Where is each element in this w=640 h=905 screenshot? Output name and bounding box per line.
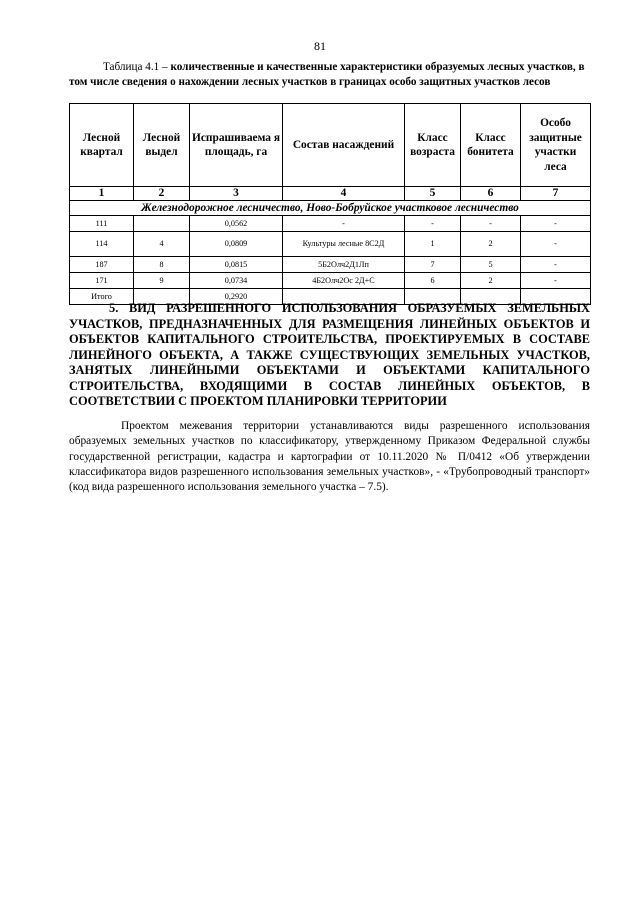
group-title-row <box>70 201 591 216</box>
table-cell: 6 <box>405 273 461 289</box>
column-number: 2 <box>134 187 190 201</box>
section-heading <box>69 301 590 410</box>
table-cell: - <box>521 232 591 257</box>
page-number: 81 <box>314 39 326 53</box>
table-cell: 2 <box>461 232 521 257</box>
total-area: 0,2920 <box>190 289 283 305</box>
table-cell: 4 <box>134 232 190 257</box>
column-number: 3 <box>190 187 283 201</box>
column-number-row <box>70 187 591 201</box>
table-cell: 0,0734 <box>190 273 283 289</box>
table-cell: 0,0562 <box>190 216 283 232</box>
forest-plots-table <box>69 103 591 305</box>
column-number: 4 <box>283 187 405 201</box>
table-cell: 9 <box>134 273 190 289</box>
table-cell: Культуры лесные 8С2Д <box>283 232 405 257</box>
header-forest-quarter: Лесной квартал <box>70 104 134 187</box>
table-caption <box>69 60 590 89</box>
table-cell: 7 <box>405 257 461 273</box>
table-cell: 5 <box>461 257 521 273</box>
section-heading-text: 5. ВИД РАЗРЕШЕННОГО ИСПОЛЬЗОВАНИЯ ОБРАЗУЕМЫХ ЗЕМЕЛЬНЫХ УЧАСТКОВ, ПРЕДНАЗНАЧЕННЫХ ДЛЯ РАЗМЕЩЕНИЯ ЛИНЕЙНЫХ ОБЪЕКТОВ И ОБЪЕКТОВ КАПИТАЛЬНОГО СТРОИТЕЛЬСТВА, ПРОЕКТИРУЕМЫХ В СОСТАВЕ ЛИНЕЙНОГО ОБЪЕКТА, А ТАКЖЕ СУЩЕСТВУЮЩИХ ЗЕМЕЛЬНЫХ УЧАСТКОВ, ЗАНЯТЫХ ЛИНЕЙНЫМИ ОБЪЕКТАМИ И ОБЪЕКТАМИ КАПИТАЛЬНОГО СТРОИТЕЛЬСТВА, ВХОДЯЩИМИ В СОСТАВ ЛИНЕЙНЫХ ОБЪЕКТОВ, В СООТВЕТСТВИИ С ПРОЕКТОМ ПЛАНИРОВКИ ТЕРРИТОРИИ <box>69 301 590 408</box>
header-forest-division: Лесной выдел <box>134 104 190 187</box>
header-requested-area: Испрашиваема я площадь, га <box>190 104 283 187</box>
table-cell: 8 <box>134 257 190 273</box>
table-cell: 187 <box>70 257 134 273</box>
column-number: 5 <box>405 187 461 201</box>
table-cell: - <box>405 216 461 232</box>
table-cell: 111 <box>70 216 134 232</box>
table-row <box>70 216 591 232</box>
table-row <box>70 232 591 257</box>
table-cell: - <box>521 216 591 232</box>
column-number: 6 <box>461 187 521 201</box>
total-label: Итого <box>70 289 134 305</box>
table-cell: 5Б2Олч2Д1Лп <box>283 257 405 273</box>
column-number: 7 <box>521 187 591 201</box>
table-caption-lead: Таблица 4.1 – <box>103 61 168 73</box>
section-paragraph: Проектом межевания территории устанавливаются виды разрешенного использования образуемых земельных участков по классификатору, утвержденному Приказом Федеральной службы государственной регистрации, кадастра и картографии от 10.11.2020 № П/0412 «Об утверждении классификатора видов разрешенного использования земельных участков», - «Трубопроводный транспорт» (код вида разрешенного использования земельного участка – 7.5). <box>69 420 590 494</box>
table-caption-title: количественные и качественные характеристики образуемых лесных участков, в том числе сведения о нахождении лесных участков в границах особо защитных участков лесов <box>69 61 585 88</box>
header-stand-composition: Состав насаждений <box>283 104 405 187</box>
table-cell: 114 <box>70 232 134 257</box>
table-cell: 2 <box>461 273 521 289</box>
table-cell: - <box>521 257 591 273</box>
table-row <box>70 273 591 289</box>
table-cell: 171 <box>70 273 134 289</box>
header-protected-areas: Особо защитные участки леса <box>521 104 591 187</box>
table-cell <box>134 216 190 232</box>
table-cell: 0,0809 <box>190 232 283 257</box>
header-age-class: Класс возраста <box>405 104 461 187</box>
table-cell: 0,0815 <box>190 257 283 273</box>
table-cell: - <box>521 273 591 289</box>
table-cell: 1 <box>405 232 461 257</box>
column-number: 1 <box>70 187 134 201</box>
table-cell: 4Б2Олч2Ос 2Д+С <box>283 273 405 289</box>
table-header-row <box>70 104 591 187</box>
header-site-class: Класс бонитета <box>461 104 521 187</box>
group-title: Железнодорожное лесничество, Ново-Бобруйское участковое лесничество <box>70 201 591 216</box>
table-row <box>70 257 591 273</box>
table-cell: - <box>283 216 405 232</box>
table-cell: - <box>461 216 521 232</box>
